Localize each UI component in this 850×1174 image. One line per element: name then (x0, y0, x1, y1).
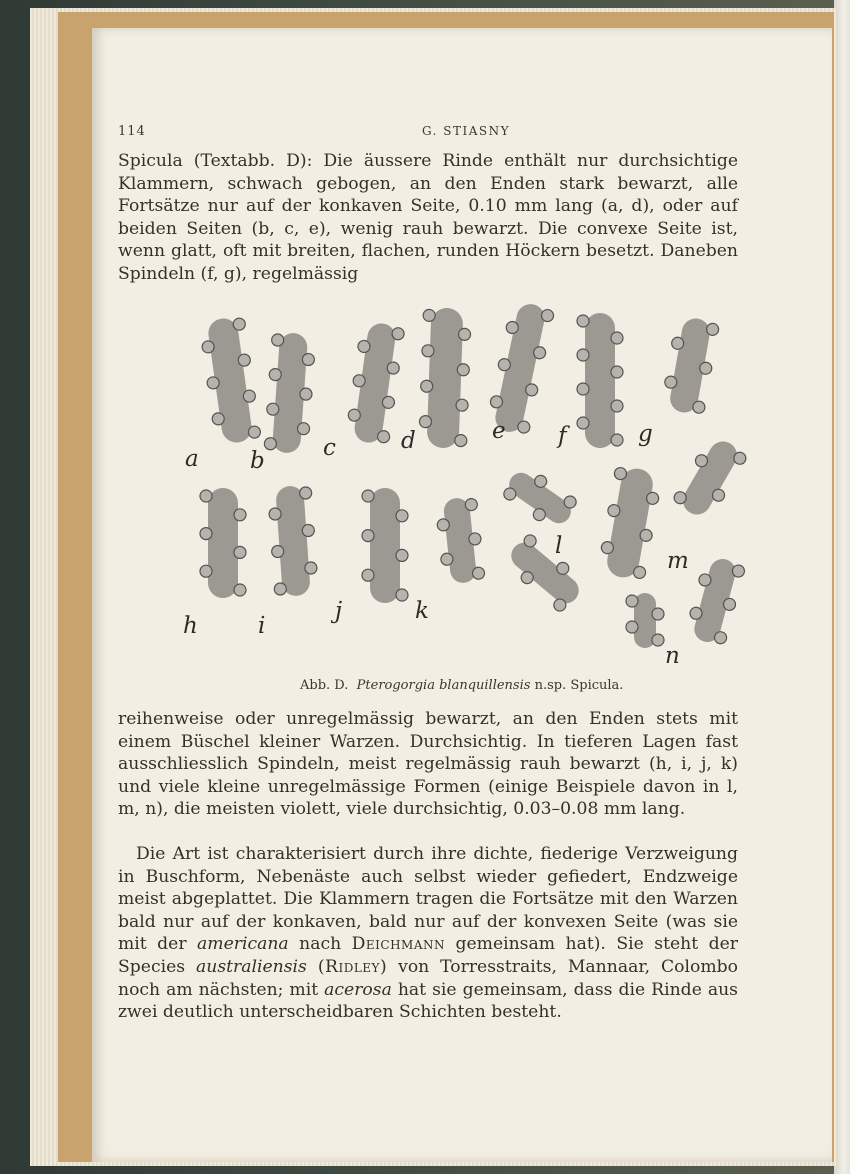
spicule-wart (234, 584, 246, 596)
spicule-wart (437, 518, 450, 531)
spicule-wart (420, 380, 432, 392)
page-number: 114 (118, 124, 146, 139)
spicule-wart (200, 490, 212, 502)
spicule-m1 (597, 465, 663, 582)
species-americana: americana (197, 934, 289, 955)
spicule-wart (396, 510, 408, 522)
species-australiensis: australiensis (196, 956, 307, 977)
caption-species: Pterogorgia blanquillensis (356, 678, 531, 693)
spicule-wart (611, 400, 623, 412)
spicule-wart (626, 595, 638, 607)
spicule-wart (274, 583, 287, 596)
figure-caption (300, 678, 720, 693)
spicule-body (427, 307, 464, 448)
spicule-wart (271, 334, 284, 347)
spicule-wart (577, 417, 589, 429)
spicule-wart (362, 569, 374, 581)
species-acerosa: acerosa (324, 979, 392, 1000)
spicule-wart (200, 528, 212, 540)
spicule-wart (300, 388, 313, 401)
spicule-wart (652, 608, 664, 620)
spicule-wart (362, 530, 374, 542)
spicule-wart (457, 364, 469, 376)
figure-label-k: k (415, 598, 429, 624)
spicule-wart (456, 399, 468, 411)
paragraph-characterisation (118, 843, 738, 1024)
spicule-wart (269, 508, 282, 521)
spicule-wart (472, 567, 485, 580)
spicule-wart (458, 328, 470, 340)
spicule-wart (302, 353, 315, 366)
spicule-wart (611, 434, 623, 446)
spicule-m2 (671, 432, 749, 523)
text-run: Die Art ist charakterisiert durch ihre dichte, fiederige Verzweigung in Buschform, Nebenäste auch selbst wieder gefiedert, Endzweige meist abgeplattet. Die Klammern tragen die Fortsätze mit den Warzen bald nur auf der konkaven, bald nur auf der konvexen Seite (was sie mit der (118, 844, 738, 955)
spicule-wart (264, 437, 277, 450)
spicule-a (199, 315, 262, 445)
spicule-body (208, 488, 238, 598)
text-run: hat sie gemeinsam, dass die Rinde aus zwei deutlich unterscheidbaren Schichten besteht. (118, 979, 738, 1023)
spicule-wart (396, 589, 408, 601)
spicula-figure (175, 288, 760, 673)
text-run: von Torresstraits, Mannaar, Colombo noch am nächsten; mit (118, 956, 739, 1000)
spicule-g (660, 315, 720, 416)
figure-label-l: l (555, 533, 563, 559)
paragraph-spicula: Spicula (Textabb. D): Die äussere Rinde enthält nur durchsichtige Klammern, schwach gebogen, an den Enden stark bewarzt, alle Fortsätze nur auf der konkaven Seite, 0.10 mm lang (a, d), oder auf beiden Seiten (b, c, e), wenig rauh bewarzt. Die convexe Seite ist, wenn glatt, oft mit breiten, flachen, runden Höckern besetzt. Daneben Spindeln (f, g), regelmässig (118, 151, 738, 284)
spicule-e (485, 300, 555, 436)
figure-label-g: g (638, 421, 653, 447)
spicule-l2 (501, 531, 589, 615)
page-header (118, 124, 718, 144)
spicule-wart (440, 553, 453, 566)
spicule-wart (271, 545, 284, 558)
figure-label-e: e (492, 418, 506, 444)
figure-label-j: j (335, 598, 343, 624)
spicule-wart (652, 634, 664, 646)
spicule-l1 (500, 462, 580, 535)
spicule-wart (396, 549, 408, 561)
spicule-f (577, 313, 623, 448)
figure-label-d: d (401, 428, 416, 454)
text-run: nach (299, 934, 342, 955)
spicule-body (605, 466, 656, 580)
figure-label-f: f (558, 423, 567, 449)
spicule-wart (305, 562, 318, 575)
spicule-wart (611, 366, 623, 378)
spicule-wart (419, 415, 431, 427)
spicule-d (419, 307, 472, 449)
spicule-wart (302, 524, 315, 537)
spicule-wart (297, 422, 310, 435)
spicule-wart (299, 487, 312, 500)
figure-label-h: h (183, 613, 198, 639)
text-run: gemeinsam hat). Sie steht der Species (118, 934, 738, 977)
spicule-wart (577, 315, 589, 327)
spicule-k (435, 496, 486, 585)
spicule-n2 (684, 554, 747, 647)
caption-suffix: n.sp. Spicula. (534, 678, 624, 693)
spicule-body (678, 436, 742, 519)
spicule-h (200, 488, 246, 598)
author-deichmann: Deichmann (351, 934, 445, 955)
spicule-body (506, 537, 584, 608)
spicule-wart (626, 621, 638, 633)
spicule-wart (422, 345, 434, 357)
spicule-wart (234, 509, 246, 521)
spicule-wart (423, 309, 435, 321)
spicule-b (264, 332, 316, 455)
figure-label-a: a (185, 446, 199, 472)
figure-label-n: n (665, 643, 680, 669)
paragraph-spindles: reihenweise oder unregelmässig bewarzt, an den Enden stets mit einem Büschel kleiner Warzen. Durchsichtig. In tieferen Lagen fast ausschliesslich Spindeln, meist regelmässig rauh bewarzt (h, i, j, k) und viele kleine unregelmässige Formen (einige Beispiele davon in l, m, n), die meisten violett, viele durchsichtig, 0.03–0.08 mm lang. (118, 709, 738, 820)
caption-prefix: Abb. D. (300, 678, 349, 693)
spicule-wart (266, 403, 279, 416)
spicule-j (362, 488, 408, 603)
author-ridley: (Ridley) (317, 956, 388, 977)
spicule-wart (269, 368, 282, 381)
spicule-body (275, 485, 311, 597)
running-head: G. STIASNY (422, 124, 511, 138)
figure-label-c: c (323, 435, 336, 461)
figure-label-i: i (258, 613, 266, 639)
spicule-wart (468, 532, 481, 545)
spicule-n1 (626, 593, 664, 648)
spicule-wart (362, 490, 374, 502)
spicule-wart (577, 349, 589, 361)
spicule-wart (465, 498, 478, 511)
spicule-i (267, 485, 319, 598)
figure-label-m: m (667, 548, 689, 574)
spicule-c (345, 321, 405, 446)
spicule-wart (577, 383, 589, 395)
spicule-body (370, 488, 400, 603)
spicule-wart (234, 546, 246, 558)
spicule-wart (611, 332, 623, 344)
spicule-wart (200, 565, 212, 577)
figure-label-b: b (250, 448, 265, 474)
spicule-body (585, 313, 615, 448)
spicule-wart (455, 434, 467, 446)
